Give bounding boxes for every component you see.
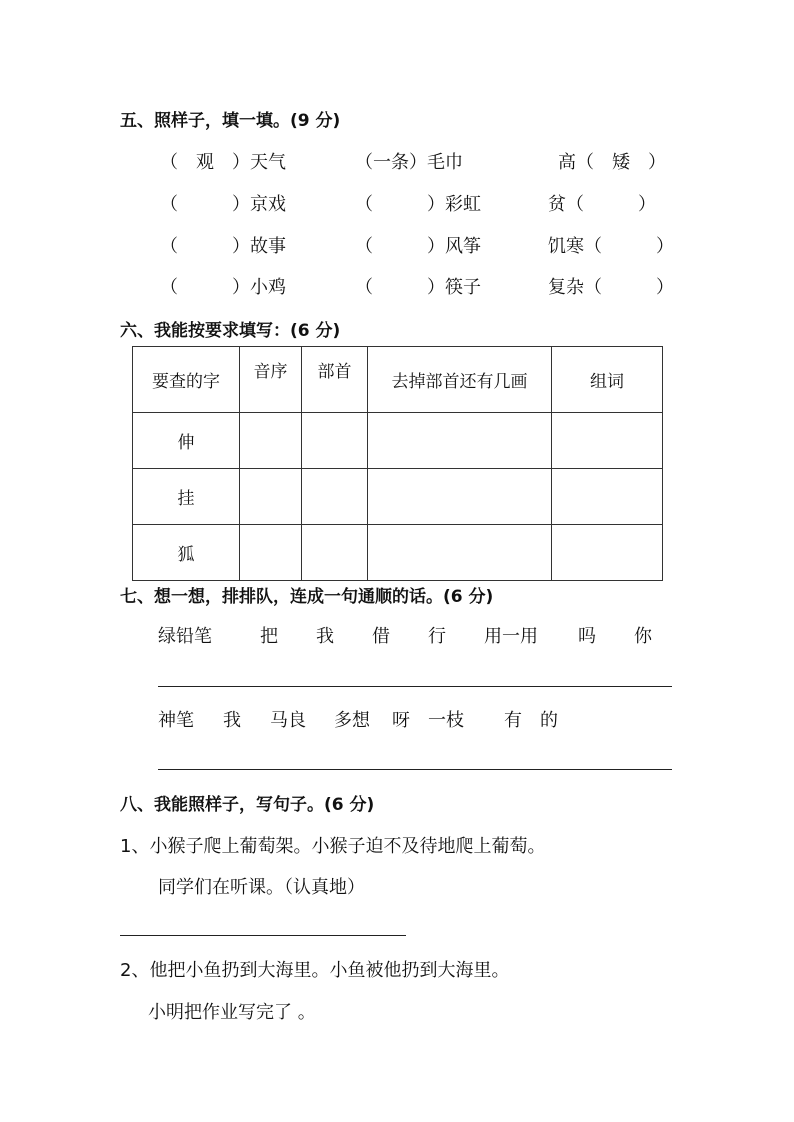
s8-item1-prompt: 同学们在听课。（认真地） xyxy=(158,877,365,898)
answer-cell[interactable] xyxy=(302,525,368,581)
s7-l1-w4: 借 xyxy=(372,626,390,647)
s5-r1-c2: （一条）毛巾 xyxy=(355,152,463,173)
s7-l2-w5: 呀 xyxy=(392,710,410,731)
answer-cell[interactable] xyxy=(552,413,663,469)
s7-l1-w2: 把 xyxy=(260,626,278,647)
answer-cell[interactable] xyxy=(368,413,552,469)
s5-r1-c1: （ 观 ）天气 xyxy=(160,152,286,173)
s5-r2-c3: 贫（ ） xyxy=(548,194,656,215)
header-pinyin-initial: 音序 xyxy=(240,347,302,413)
table-row xyxy=(133,469,663,525)
s5-r4-c2: （ ）筷子 xyxy=(355,277,481,298)
answer-cell[interactable] xyxy=(240,525,302,581)
s7-l2-w1: 神笔 xyxy=(158,710,194,731)
s5-r3-c2: （ ）风筝 xyxy=(355,236,481,257)
s7-l1-w5: 行 xyxy=(428,626,446,647)
answer-cell[interactable] xyxy=(240,469,302,525)
s7-l1-w8: 你 xyxy=(634,626,652,647)
table-row xyxy=(133,413,663,469)
s5-r4-c1: （ ）小鸡 xyxy=(160,277,286,298)
answer-cell[interactable] xyxy=(368,469,552,525)
table-row xyxy=(133,525,663,581)
s8-item1: 1、小猴子爬上葡萄架。小猴子迫不及待地爬上葡萄。 xyxy=(120,836,546,857)
s7-l1-w3: 我 xyxy=(316,626,334,647)
s8-item2-prompt: 小明把作业写完了 。 xyxy=(148,1002,316,1023)
s7-l2-w8: 的 xyxy=(540,710,558,731)
s5-r4-c3: 复杂（ ） xyxy=(548,277,674,298)
char-cell: 伸 xyxy=(133,413,240,469)
answer-line[interactable] xyxy=(158,769,672,770)
s7-l1-w6: 用一用 xyxy=(484,626,538,647)
section5-heading: 五、照样子，填一填。(9 分) xyxy=(120,111,341,131)
answer-cell[interactable] xyxy=(552,525,663,581)
section7-heading: 七、想一想，排排队，连成一句通顺的话。(6 分) xyxy=(120,587,494,607)
answer-cell[interactable] xyxy=(368,525,552,581)
s7-l2-w3: 马良 xyxy=(270,710,306,731)
s7-l1-w7: 吗 xyxy=(578,626,596,647)
section6-heading: 六、我能按要求填写：(6 分) xyxy=(120,321,341,341)
answer-cell[interactable] xyxy=(302,413,368,469)
answer-cell[interactable] xyxy=(240,413,302,469)
header-strokes: 去掉部首还有几画 xyxy=(368,347,552,413)
answer-cell[interactable] xyxy=(302,469,368,525)
header-char: 要查的字 xyxy=(133,347,240,413)
section8-heading: 八、我能照样子，写句子。(6 分) xyxy=(120,795,375,815)
char-cell: 挂 xyxy=(133,469,240,525)
s7-l2-w2: 我 xyxy=(223,710,241,731)
answer-line[interactable] xyxy=(120,935,406,936)
s5-r2-c2: （ ）彩虹 xyxy=(355,194,481,215)
s5-r3-c1: （ ）故事 xyxy=(160,236,286,257)
char-cell: 狐 xyxy=(133,525,240,581)
s5-r1-c3: 高（ 矮 ） xyxy=(558,152,666,173)
s5-r2-c1: （ ）京戏 xyxy=(160,194,286,215)
s7-l1-w1: 绿铅笔 xyxy=(158,626,212,647)
answer-cell[interactable] xyxy=(552,469,663,525)
s7-l2-w6: 一枝 xyxy=(428,710,464,731)
s7-l2-w4: 多想 xyxy=(334,710,370,731)
s5-r3-c3: 饥寒（ ） xyxy=(548,236,674,257)
s8-item2: 2、他把小鱼扔到大海里。小鱼被他扔到大海里。 xyxy=(120,960,510,981)
s7-l2-w7: 有 xyxy=(504,710,522,731)
character-lookup-table xyxy=(132,346,663,581)
header-words: 组词 xyxy=(552,347,663,413)
answer-line[interactable] xyxy=(158,686,672,687)
header-radical: 部首 xyxy=(302,347,368,413)
table-header-row xyxy=(133,347,663,413)
